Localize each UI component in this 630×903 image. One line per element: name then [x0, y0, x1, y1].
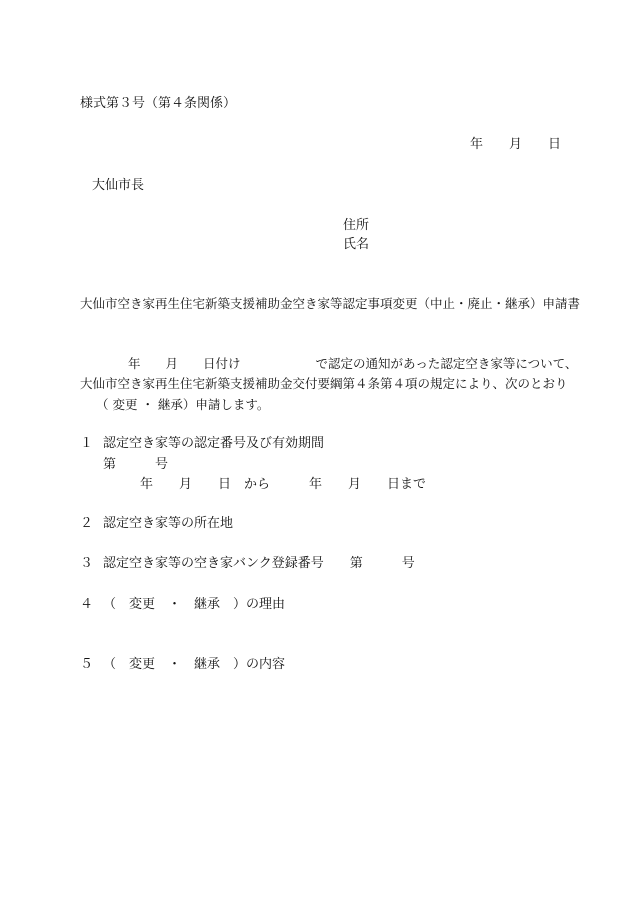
item-3-label: 認定空き家等の空き家バンク登録番号 第 号	[103, 556, 415, 571]
item-4-label: （ 変更 ・ 継承 ）の理由	[103, 597, 286, 612]
address-label: 住所	[343, 218, 370, 233]
item-2-label: 認定空き家等の所在地	[103, 516, 234, 531]
item-5-label: （ 変更 ・ 継承 ）の内容	[103, 657, 286, 672]
item-3-number: ３	[80, 556, 94, 571]
date-line: 年 月 日	[470, 137, 562, 152]
item-5-number: ５	[80, 657, 94, 672]
name-label: 氏名	[343, 237, 370, 252]
item-4-number: ４	[80, 597, 94, 612]
item-1-validity-period: 年 月 日 から 年 月 日まで	[140, 477, 427, 492]
item-1-number: １	[80, 436, 94, 451]
document-title: 大仙市空き家再生住宅新築支援補助金空き家等認定事項変更（中止・廃止・継承）申請書	[80, 296, 581, 311]
item-1-label: 認定空き家等の認定番号及び有効期間	[103, 436, 325, 451]
body-line-2: 大仙市空き家再生住宅新築支援補助金交付要綱第４条第４項の規定により、次のとおり	[80, 376, 568, 391]
item-1-certificate-number: 第 号	[103, 457, 169, 472]
form-number: 様式第３号（第４条関係）	[80, 96, 237, 111]
item-2-number: ２	[80, 516, 94, 531]
addressee: 大仙市長	[92, 178, 145, 193]
body-line-3: （ 変更 ・ 継承）申請します。	[96, 397, 270, 412]
body-line-1: 年 月 日付け で認定の通知があった認定空き家等について、	[128, 356, 578, 371]
